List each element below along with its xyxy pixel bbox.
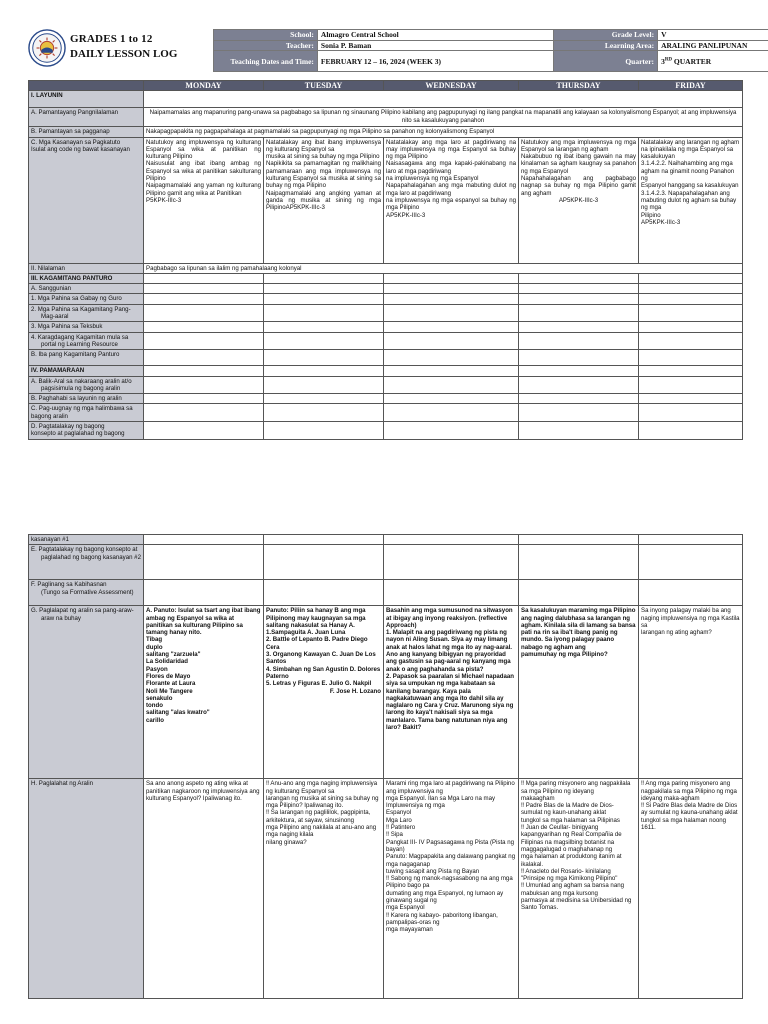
quarter-value [658,51,768,72]
paglalahat-wed-line: dumating ang mga Espanyol, ng lumaon ay ginawang sugal ng [386,889,504,905]
pamantayang-pangnilalaman-label: A. Pamantayang Pangnilalaman [29,108,144,127]
cell [639,294,743,304]
paglalapat-mon-item: tondo [146,702,163,710]
paglalahat-thu-line: tungkol sa mga halaman sa Pilipinas [521,816,620,824]
kasanayan-friday [639,137,743,263]
paglalapat-thursday [519,606,639,779]
cell [639,366,743,376]
teksbuk-label: 3. Mga Pahina sa Teksbuk [29,322,144,332]
pagtatalakay-e-label-1: E. Pagtatalakay ng bagong konsepto at [31,546,138,554]
school-info-table [213,29,768,72]
paglalahat-wed-line: ‼ Karera ng kabayo- paboritong libangan, pampalipas-oras ng [386,911,498,926]
cell [384,294,519,304]
cell [639,580,743,606]
teacher-label: Teacher: [214,40,318,51]
paglalapat-wed-instruction: Basahin ang mga sumusunod na sitwasyon at ibigay ang inyong reaksiyon. (reflective Approach) [386,607,513,629]
paglalapat-wed-situation-2: 2. Papasok sa paaralan si Michael napadaan siya sa umpukan ng mga kabataan sa kanilang barangay. Kaya pala nagkakatuwaan ang mga ito dahil sila ay naglalaro ng Cara y Cruz. Marunong siya ng larong ito kaya't nakisali siya sa mga manlalaro. Tama bang natutunan niya ang laro? Bakit? [386,672,515,732]
paglalapat-mon-item: La Solidaridad [146,658,188,666]
paglalahat-thu-line: ‼ Mga paring misyonero ang nagpakilala sa mga Pilipino ng ideyang [521,780,631,795]
kagamitang-label-2: Mag-aaral [41,313,69,321]
kasanayan-fri-code: AP5KPK-IIIc-3 [641,218,681,226]
kasanayan-wednesday [384,137,519,263]
cell [384,376,519,394]
cell [264,404,384,422]
school-label: School: [214,30,318,41]
paglalahat-fri-line: ideyang maka-agham [641,794,700,802]
paglalahat-tue-3: ‼ Sa larangan ng paglililok, pagpipinta, arkitektura, at sayaw, sinusinong [266,809,371,824]
paglalahat-fri-line: ‼ Ang mga paring misyonero ang nagpakilala sa mga Pilipino ng mga [641,780,737,795]
day-header-wednesday: WEDNESDAY [384,81,519,91]
cell [264,322,384,332]
kasanayan-thu-3: Napahahalagahan ang pagbabago nagnap sa buhay ng mga Pilipino gamit ang agham [521,175,636,197]
paglalapat-thu-2: pamumuhay ng mga Pilipino? [521,651,608,659]
kasanayan-fri-3: 3.1.4.2.2. Naihahambing ang mga agham na ginamit noong Panahon ng [641,160,735,183]
paglalahat-thu-line: parmasya at medisina sa Unibersidad ng Santo Tomas. [521,897,632,912]
cell [384,332,519,350]
paglalapat-mon-item: Pasyon [146,665,168,673]
cell [519,394,639,404]
teaching-dates-label: Teaching Dates and Time: [214,51,318,72]
paglalahat-thu-line: ‼ Padre Blas de la Madre de Dios- sumulat ng kaun-unahang aklat [521,802,614,817]
cell [384,350,519,366]
cell [144,422,264,440]
cell [639,404,743,422]
kasanayan-mon-1: Natutukoy ang impluwensya ng kulturang Espanyol sa wika at panitikan ng kulturang Pilipino [146,138,261,161]
cell [519,580,639,606]
day-header-monday: MONDAY [144,81,264,91]
paglalahat-tue-4: mga Pilipino ang nakilala at anu-ano ang mga naging kilala [266,824,377,839]
day-header-blank [29,81,144,91]
cell [144,332,264,350]
kasanayan-subtitle: Isulat ang code ng bawat kasanayan [31,145,130,153]
cell [519,304,639,322]
paglalapat-mon-item: salitang "alas kwatro" [146,709,210,717]
karagdagang-label-2: portal ng Learning Resource [41,340,118,348]
paglalahat-wed-line: tuwing sasapit ang Pista ng Bayan [386,867,480,875]
paglalahat-thu-line: ‼ Juan de Ceullar- binigyang kapangyarihan ng Real Compañia de [521,824,622,839]
quarter-text: QUARTER [672,56,712,66]
paglalahat-mon-1: Sa ano anong aspeto ng ating wika at panitikan nagkaroon ng impluwensiya ang kulturang Espanyol? Ipaliwanag ito. [146,780,260,802]
cell [519,284,639,294]
page-two [0,534,768,1024]
cell [639,350,743,366]
cell [264,366,384,376]
kagamitang-pang-mag-aaral-label [29,304,144,322]
cell [639,273,743,283]
school-value: Almagro Central School [317,30,553,41]
pagtatalakay-e-label [29,545,144,580]
paglalahat-tue-1: ‼ Anu-ano ang mga naging impluwensiya ng kulturang Espanyol sa [266,780,378,795]
cell [519,422,639,440]
paglalahat-wed-line: ‼ Patintero [386,824,416,832]
lesson-log-table-page2 [28,534,743,999]
cell [264,422,384,440]
cell [384,535,519,545]
paglalahat-tuesday [264,779,384,999]
kasanayan-wed-4: Napapahalagahan ang mga mabuting dulot ng mga laro at pagdiriwang [386,182,516,197]
balik-aral-label [29,376,144,394]
cell [519,535,639,545]
paglalahat-wed-line: ‼ Sabong ng manok-nagsasabong na ang mga Pilipino bago pa [386,875,513,890]
pagtatalakay-d-label [29,422,144,440]
learning-area-label: Learning Area: [554,40,658,51]
cell [384,273,519,283]
paglalapat-mon-item: senakulo [146,694,173,702]
paglalapat-tue-item: 2. Battle of Lepanto B. Padre Diego Cera [266,636,368,651]
paglalahat-fri-line: ‼ Si Padre Blas dela Madre de Dios ay sumulat ng kauna-unahang aklat [641,802,738,817]
page-gap [0,478,768,534]
kasanayan-tue-4: Naipagmamalaki ang angking yaman at ganda ng musika at sining ng mga PilipinoAP5KPK-IIIc-3 [266,189,381,212]
paglalapat-mon-item: Tibag [146,636,163,644]
day-header-friday: FRIDAY [639,81,743,91]
kasanayan-mon-code: P5KPK-IIIc-3 [146,196,182,204]
cell [384,284,519,294]
kasanayan-thu-2: Nakabubuo ng ibat ibang gawain na may kinalaman sa agham kaugnay sa panahon ng mga Espanyol [521,153,636,175]
cell [144,304,264,322]
cell [519,366,639,376]
iba-pang-kagamitan-label: B. Iba pang Kagamitang Panturo [29,350,144,366]
nilalaman-label: II. Nilalaman [29,263,144,273]
cell [639,535,743,545]
kasanayan-label [29,137,144,263]
paglalapat-tue-instruction: Panuto: Piliin sa hanay B ang mga Pilipinong may kaugnayan sa mga salitang nakasulat sa Hanay A. [266,607,366,629]
day-header-tuesday: TUESDAY [264,81,384,91]
kasanayan-tue-2: musika at sining sa buhay ng mga Pilipino [266,153,380,161]
cell [639,284,743,294]
kagamitang-panturo-label: III. KAGAMITANG PANTURO [29,273,144,283]
paglalapat-tue-item: 3. Organong Kawayan C. Juan De Los Santos [266,651,376,666]
paglalapat-mon-item: duplo [146,643,163,651]
paglalahat-tue-2: larangan ng musika at sining sa buhay ng mga Pilipino? Ipaliwanag ito. [266,794,379,810]
cell [144,294,264,304]
kasanayan-thu-1: Natutukoy ang mga impluwensya ng mga Espanyol sa larangan ng agham [521,138,636,153]
kasanayan-wed-3: na impluwensya ng mga Espanyol [386,175,479,183]
cell [144,273,264,283]
paglalahat-wed-line: Pangkat III- IV Pagsasagawa ng Pista (Pista ng bayan) [386,838,515,853]
deped-seal-icon [28,29,66,67]
cell [264,304,384,322]
cell [144,394,264,404]
cell [264,580,384,606]
paglalahat-thursday [519,779,639,999]
paglalapat-mon-item: carillo [146,716,164,724]
teacher-value: Sonia P. Baman [317,40,553,51]
paglalahat-thu-line: ‼ Anacleto del Rosario- kinilalang "Prinsipe ng mga Kimikong Pilipino" [521,867,618,883]
paglalapat-tue-item: 4. Simbahan ng San Agustin D. Dolores Paterno [266,665,381,680]
cell [639,304,743,322]
grade-level-label: Grade Level: [554,30,658,41]
paglalahat-wednesday [384,779,519,999]
paglalahat-label: H. Paglalahat ng Aralin [29,779,144,999]
cell [519,404,639,422]
kasanayan-wed-1: Natatalakay ang mga laro at pagdiriwang na may impluwensya ng mga Espanyol sa buhay ng mga Pilipino [386,138,516,161]
quarter-label: Quarter: [554,51,658,72]
paglalapat-tuesday [264,606,384,779]
balik-label-1: A. Balik-Aral sa nakaraang aralin at/o [31,377,132,385]
paglalapat-label [29,606,144,779]
cell [384,394,519,404]
paglalahat-wed-line: Espanyol [386,809,412,817]
cell [519,294,639,304]
cell [384,545,519,580]
cell [519,273,639,283]
paglalahat-tue-5: nilang ginawa? [266,838,307,846]
grade-level-value: V [658,30,768,41]
paglalapat-fri-1: Sa inyong palagay malaki ba ang naging impluwensiya ng mga Kastila sa [641,607,740,629]
cell [384,304,519,322]
pamantayan-sa-pagganap-text: Nakapagpapakita ng pagpapahalaga at pagmamalaki sa pagpupunyagi ng mga Pilipino sa panahon ng kolonyalismong Espanyol [144,127,743,137]
layunin-cell [144,91,743,108]
cell [384,404,519,422]
kasanayan-tue-1: Natatalakay ang ibat ibang impluwensya ng kulturang Espanyol sa [266,138,381,153]
paglalahat-wed-line: Panuto: Magpapakita ang dalawang pangkat ng mga nagaganap [386,853,516,868]
kasanayan-wed-2: Naisasagawa ang mga kapaki-pakinabang na laro at mga pagdiriwang [386,160,516,175]
kasanayan-1-continuation: kasanayan #1 [29,535,144,545]
paglalahat-thu-line: Filipinas na magsilbing botanist na maggagalugad o maghahanap ng [521,838,615,853]
cell [264,284,384,294]
kasanayan-mon-2: Naisusulat ang ibat ibang ambag ng Espanyol sa wika at panitikan sakulturang Pilipino [146,160,261,183]
page-one [0,0,768,478]
cell [144,376,264,394]
kasanayan-fri-2: kasalukuyan [641,153,675,161]
grades-title: GRADES 1 to 12 [70,33,153,45]
paglalapat-label-1: G. Paglalapat ng aralin sa pang-araw- [31,607,134,615]
cell [264,376,384,394]
paglalahat-friday [639,779,743,999]
lesson-log-table-page1 [28,80,743,440]
paglalapat-friday [639,606,743,779]
learning-area-value: ARALING PANLIPUNAN [658,40,768,51]
pamantayang-pangnilalaman-text: Naipamamalas ang mapanuring pang-unawa sa pagbabago sa lipunan ng sinaunang Pilipino kabilang ang pagpupunyagi ng ilang pangkat na mapanatili ang kalayaan sa kolonyalismong Espanyol; at ang impluwensiya nito sa kasalukuyang panahon [144,108,743,127]
paglalahat-wed-line: mga Espanyol [386,904,425,912]
paglalapat-thu-1: Sa kasalukuyan maraming mga Pilipino ang naging dalubhasa sa larangan ng agham. Kinilala sila di lamang sa bansa pati na rin sa iba't ibang panig ng mundo. Sa iyong palagay paano nabago ng agham ang [521,607,636,651]
layunin-label: I. LAYUNIN [29,91,144,108]
paglalahat-thu-line: ‼ Umunlad ang agham sa bansa nang mabuksan ang mga kursong [521,882,624,897]
paghahabi-label: B. Paghahabi sa layunin ng aralin [29,394,144,404]
cell [144,284,264,294]
cell [519,350,639,366]
quarter-number: 3 [661,56,665,66]
paglalahat-wed-line: Marami ring mga laro at pagdiriwang na Pilipino ang impluwensiya ng [386,780,515,795]
paglalapat-mon-item: Noli Me Tangere [146,687,193,695]
nilalaman-text: Pagbabago sa lipunan sa ilalim ng pamahalaang kolonyal [144,263,743,273]
pagtatalakay-d-label-2: konsepto at paglalahad ng bagong [31,430,125,438]
kasanayan-monday [144,137,264,263]
cell [264,332,384,350]
paglalahat-monday [144,779,264,999]
cell [144,404,264,422]
cell [144,580,264,606]
cell [519,376,639,394]
cell [384,366,519,376]
teaching-dates-value: FEBRUARY 12 – 16, 2024 (WEEK 3) [317,51,553,72]
paglalahat-wed-line: Mga Laro [386,816,412,824]
paglalapat-tue-item: 1.Sampaguita A. Juan Luna [266,629,346,637]
pamantayan-sa-pagganap-label: B. Pamantayan sa pagganap [29,127,144,137]
paguugnay-label-2: bagong aralin [31,412,68,420]
kasanayan-wed-5: na impluwensya ng mga espanyol sa buhay ng mga Pilipino [386,196,516,212]
kasanayan-fri-4: Espanyol hanggang sa kasalukuyan [641,182,739,190]
paguugnay-label-1: C. Pag-uugnay ng mga halimbawa sa [31,405,133,413]
cell [264,535,384,545]
daily-lesson-log-title: DAILY LESSON LOG [70,48,178,60]
cell [639,394,743,404]
paglalahat-wed-line: ‼ Sipa [386,831,403,839]
sanggunian-label: A. Sanggunian [29,284,144,294]
quarter-ordinal: RD [664,57,673,62]
cell [264,350,384,366]
paglinang-label [29,580,144,606]
kasanayan-thursday [519,137,639,263]
cell [144,350,264,366]
kasanayan-fri-1: Natatalakay ang larangan ng agham na ipinakilala ng mga Espanyol sa [641,138,740,153]
paglalahat-thu-line: makaagham [521,794,555,802]
kasanayan-tuesday [264,137,384,263]
cell [264,273,384,283]
paglalahat-wed-line: mga mayayaman [386,926,433,934]
karagdagang-kagamitan-label [29,332,144,350]
cell [639,422,743,440]
cell [639,376,743,394]
paglalapat-tue-item: 5. Letras y Figuras E. Julio G. Nakpil [266,680,372,688]
paglalapat-tue-item: F. Jose H. Lozano [329,687,381,695]
kasanayan-wed-code: AP5KPK-IIIc-3 [386,211,426,219]
paglinang-label-1: F. Paglinang sa Kabihasnan [31,581,107,589]
kasanayan-title: C. Mga Kasanayan sa Pagkatuto [31,138,121,146]
paglalahat-thu-line: mga halaman at produktong itanim at ikalakal. [521,853,622,868]
paglalapat-mon-item: Florante at Laura [146,680,196,688]
cell [144,366,264,376]
kasanayan-thu-code: AP5KPK-IIIc-3 [558,196,599,204]
pagtatalakay-d-label-1: D. Pagtatalakay ng bagong [31,423,105,431]
cell [639,332,743,350]
cell [264,294,384,304]
kasanayan-mon-3: Naipagmamalaki ang yaman ng kulturang Pilipino gamit ang wika at Panitikan [146,182,261,197]
document-header [28,29,748,72]
cell [639,322,743,332]
cell [264,394,384,404]
cell [384,422,519,440]
pamamaraan-label: IV. PAMAMARAAN [29,366,144,376]
balik-label-2: pagsisimula ng bagong aralin [41,384,121,392]
paglalapat-wed-situation-1: 1. Malapit na ang pagdiriwang ng pista ng nayon ni Aling Susan. Siya ay may limang anak at halos lahat ng mga ito ay nag-aaral. Ano ang kanyang bibigyan ng prayoridad ang gastusin sa pag-aaral ng kanyang mga anak o ang paghahanda sa pista? [386,629,512,673]
kasanayan-fri-5: 3.1.4.2.3. Napapahalagahan ang mabuting dulot ng agham sa buhay ng mga [641,189,737,212]
paglalapat-fri-2: larangan ng ating agham? [641,629,712,637]
cell [144,545,264,580]
cell [144,322,264,332]
pagtatalakay-e-label-2: paglalahad ng bagong kasanayan #2 [41,553,141,561]
cell [144,535,264,545]
cell [519,322,639,332]
cell [264,545,384,580]
karagdagang-label-1: 4. Karagdagang Kagamitan mula sa [31,333,129,341]
pag-uugnay-label [29,404,144,422]
paglalapat-mon-instruction: A. Panuto: Isulat sa tsart ang ibat ibang ambag ng Espanyol sa wika at panitikan sa kulturang Pilipino sa tamang hanay nito. [146,607,261,637]
paglalapat-monday [144,606,264,779]
kasanayan-fri-6: Pilipino [641,211,661,219]
paglalapat-mon-item: salitang "zarzuela" [146,651,201,659]
paglalapat-wednesday [384,606,519,779]
gabay-ng-guro-label: 1. Mga Pahina sa Gabay ng Guro [29,294,144,304]
paglalahat-fri-line: tungkol sa mga halaman noong 1611. [641,816,727,832]
paglalahat-wed-line: mga Espanyol. Ilan sa Mga Laro na may Impluwensiya ng mga [386,794,496,810]
cell [519,545,639,580]
cell [384,580,519,606]
day-header-thursday: THURSDAY [519,81,639,91]
kagamitang-label-1: 2. Mga Pahina sa Kagamitang Pang- [31,305,131,313]
paglinang-label-2: (Tungo sa Formative Assessment) [41,588,134,596]
cell [384,322,519,332]
cell [639,545,743,580]
paglalapat-mon-item: Flores de Mayo [146,672,191,680]
kasanayan-tue-3: Napikikita sa pamamagitan ng malikhaing pamamaraan ang mga impluwensya ng kulturang Espanyol sa musika at sining sa buhay ng mga Pilipino [266,160,381,190]
cell [519,332,639,350]
paglalapat-label-2: araw na buhay [41,614,81,622]
